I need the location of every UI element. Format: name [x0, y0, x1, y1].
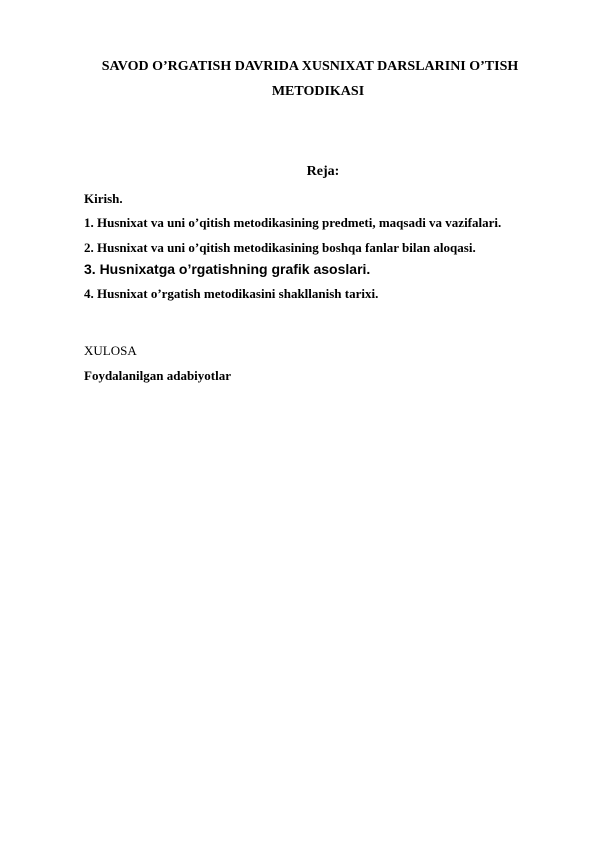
toc-item-4: 4. Husnixat o’rgatish metodikasini shakllanish tarixi. — [84, 286, 379, 301]
toc-item-1: 1. Husnixat va uni o’qitish metodikasining predmeti, maqsadi va vazifalari. — [84, 215, 502, 230]
toc-item-3: 3. Husnixatga o’rgatishning grafik asoslari. — [84, 261, 371, 277]
toc-item-introduction: Kirish. — [84, 191, 123, 206]
conclusion-heading: XULOSA — [84, 343, 137, 358]
toc-item-2: 2. Husnixat va uni o’qitish metodikasining boshqa fanlar bilan aloqasi. — [84, 240, 476, 255]
plan-heading: Reja: — [306, 164, 340, 179]
references-heading: Foydalanilgan adabiyotlar — [84, 368, 231, 383]
document-title-line-2: METODIKASI — [271, 84, 365, 99]
document-title-line-1: SAVOD O’RGATISH DAVRIDA XUSNIXAT DARSLARINI O’TISH — [101, 59, 519, 74]
